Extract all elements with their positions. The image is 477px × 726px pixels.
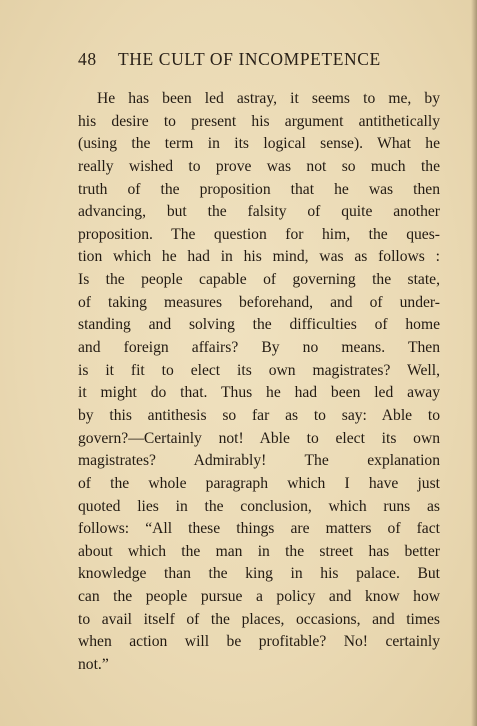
text-line: advancing, but the falsity of quite another xyxy=(78,203,440,221)
text-line: about which the man in the street has better xyxy=(78,542,440,560)
running-head xyxy=(78,49,440,73)
text-line: of the whole paragraph which I have just xyxy=(78,474,440,492)
text-line: Is the people capable of governing the state, xyxy=(78,271,440,289)
text-line: quoted lies in the conclusion, which runs as xyxy=(78,497,440,515)
text-line: it might do that. Thus he had been led away xyxy=(78,384,440,402)
text-line: (using the term in its logical sense). What he xyxy=(78,135,440,153)
text-line: govern?—Certainly not! Able to elect its own xyxy=(78,429,440,447)
text-line: is it fit to elect its own magistrates? Well, xyxy=(78,361,440,379)
text-line: magistrates? Admirably! The explanation xyxy=(78,452,440,470)
text-line: his desire to present his argument antithetically xyxy=(78,112,440,130)
text-line: follows: “All these things are matters of fact xyxy=(78,520,440,538)
text-line: can the people pursue a policy and know how xyxy=(78,588,440,606)
text-line: really wished to prove was not so much the xyxy=(78,157,440,175)
page-number: 48 xyxy=(78,49,97,69)
text-line: truth of the proposition that he was then xyxy=(78,180,440,198)
text-line: of taking measures beforehand, and of under- xyxy=(78,293,440,311)
running-title: THE CULT OF INCOMPETENCE xyxy=(118,49,381,69)
body-paragraph xyxy=(78,88,440,677)
text-line: tion which he had in his mind, was as follows : xyxy=(78,248,440,266)
text-line: when action will be profitable? No! certainly xyxy=(78,633,440,651)
text-line: standing and solving the difficulties of home xyxy=(78,316,440,334)
text-line: proposition. The question for him, the ques- xyxy=(78,225,440,243)
text-line: not.” xyxy=(78,656,109,674)
text-line: knowledge than the king in his palace. But xyxy=(78,565,440,583)
text-line: and foreign affairs? By no means. Then xyxy=(78,339,440,357)
text-line: He has been led astray, it seems to me, by xyxy=(97,90,440,107)
text-line: by this antithesis so far as to say: Able to xyxy=(78,406,440,424)
text-line: to avail itself of the places, occasions, and times xyxy=(78,610,440,628)
